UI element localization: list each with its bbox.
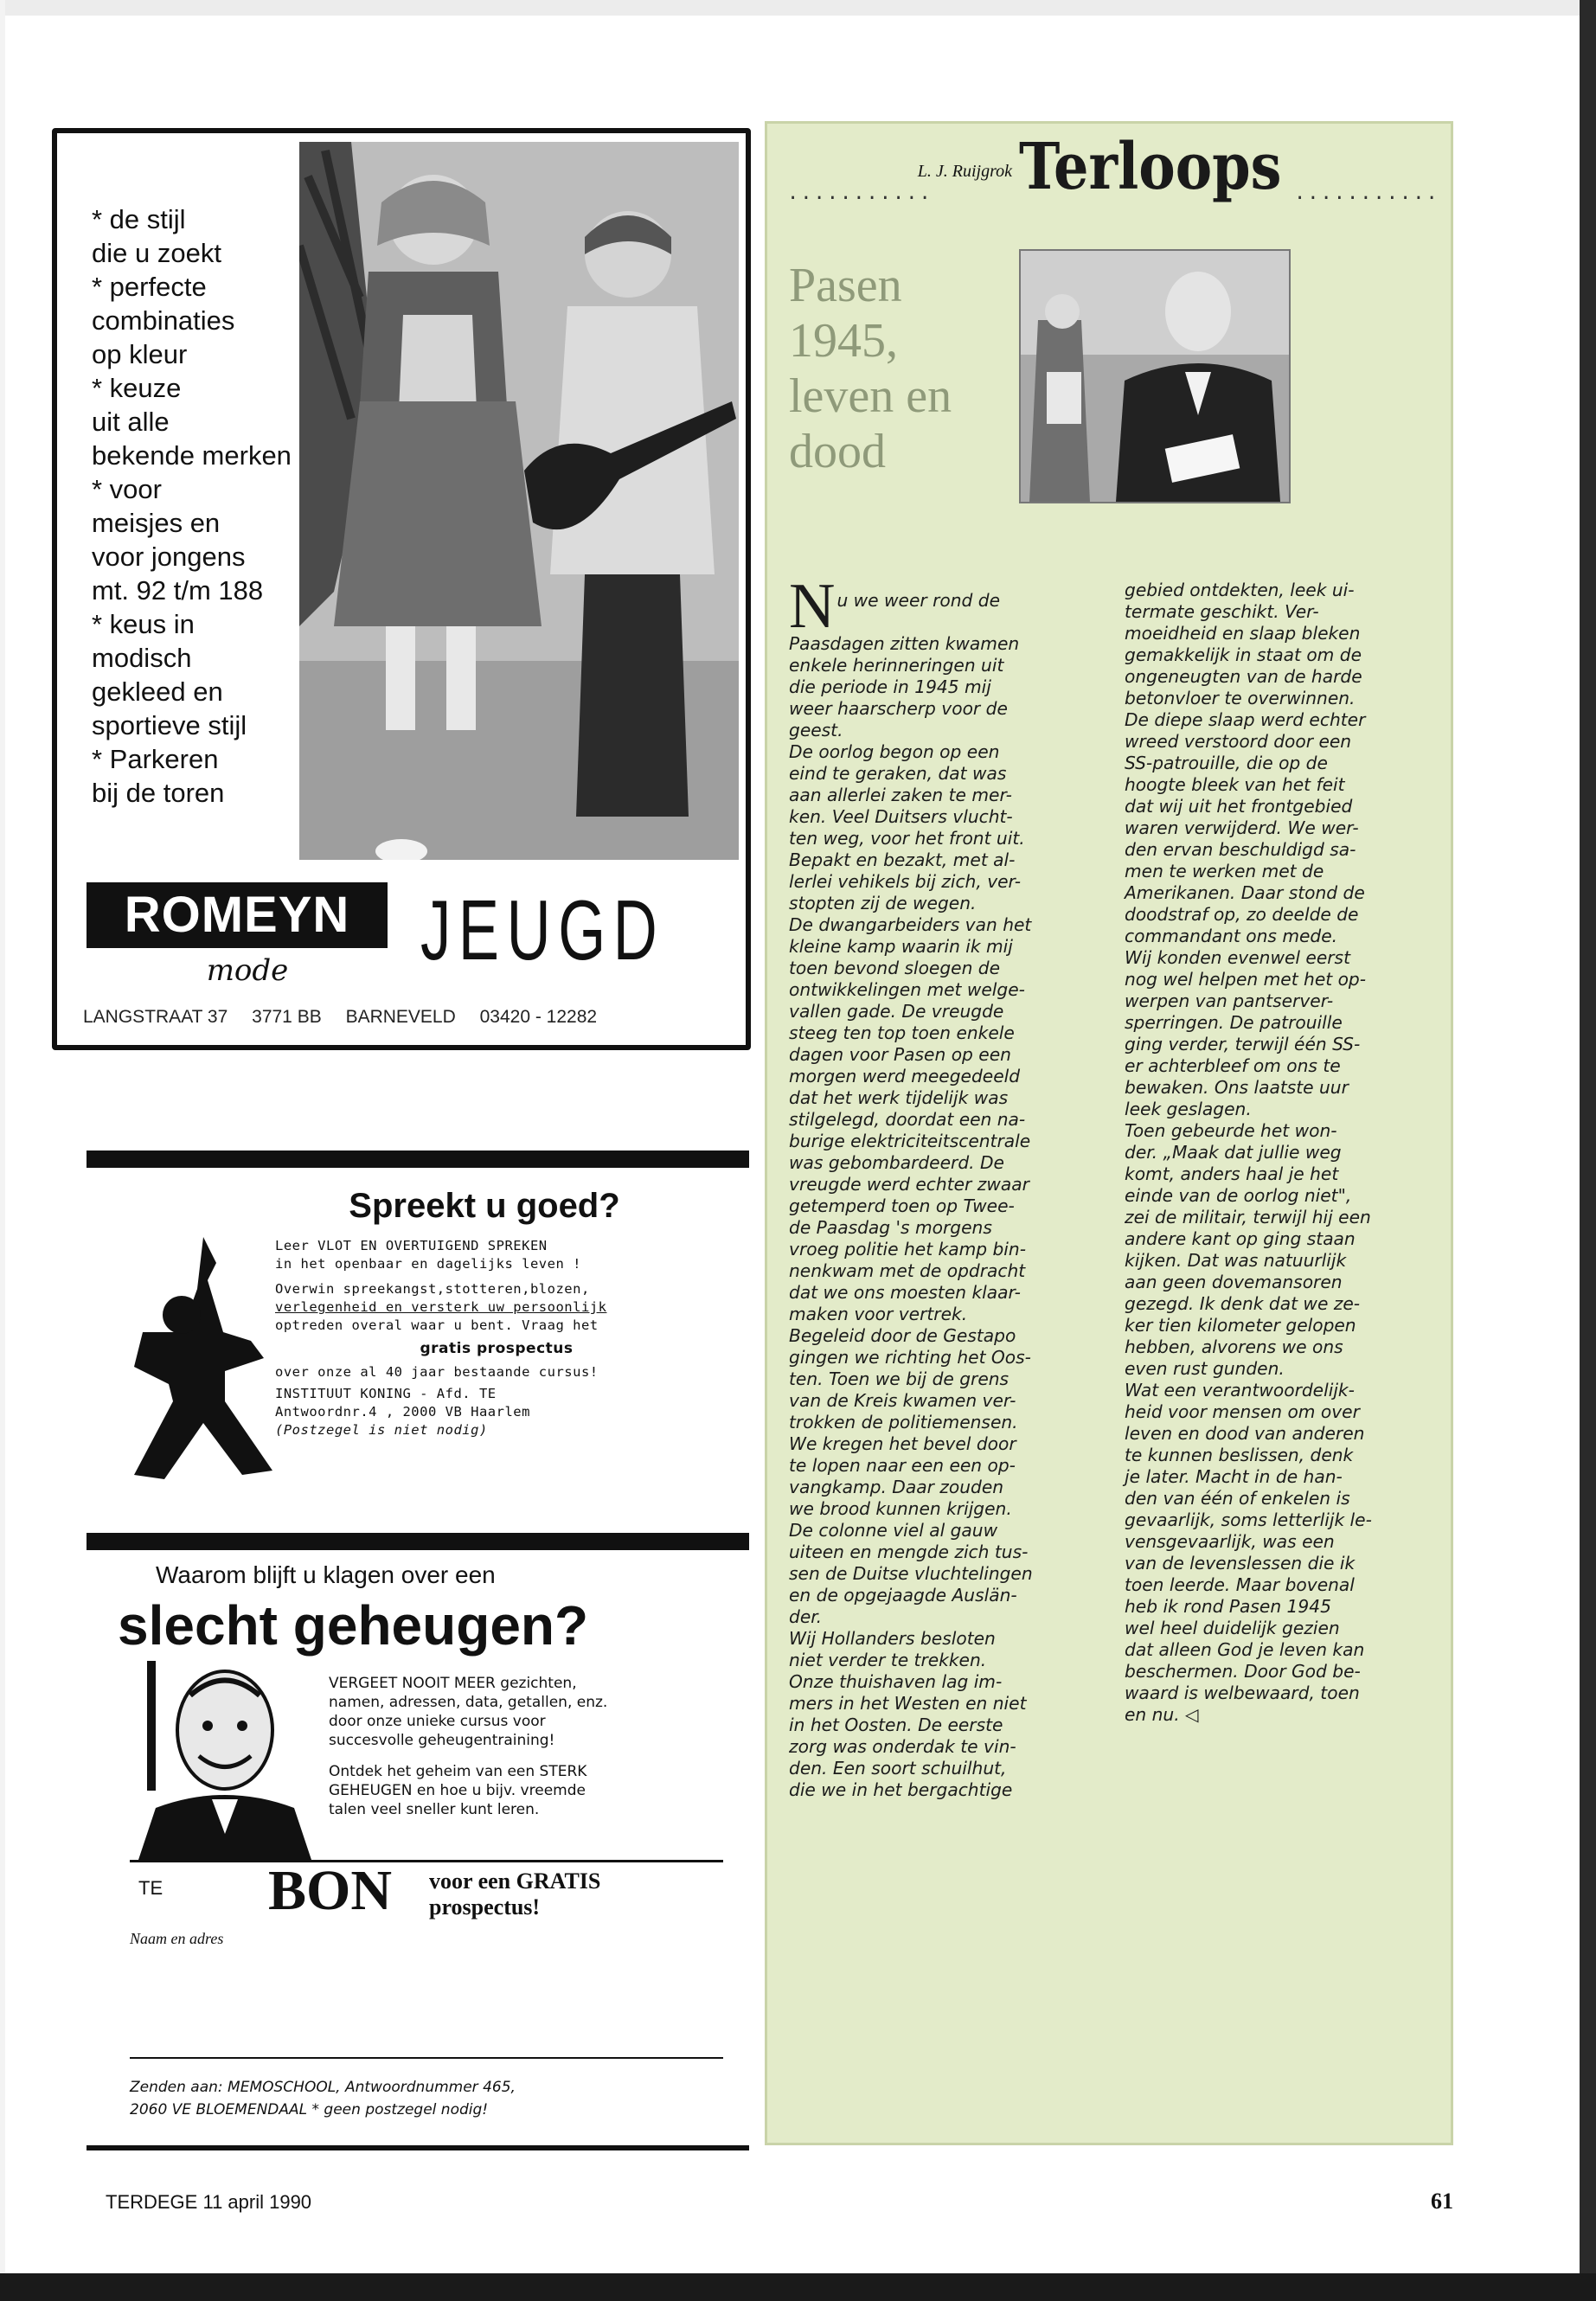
article-line: werpen van pantserver-: [1125, 990, 1334, 1011]
article-line: Wij Hollanders besloten: [789, 1628, 996, 1649]
geheugen-line: Ontdek het geheim van een STERK: [329, 1763, 587, 1780]
article-line: dat wij uit het frontgebied: [1125, 796, 1353, 817]
blurb-line: bekende merken: [92, 440, 292, 471]
blurb-line: mt. 92 t/m 188: [92, 575, 264, 606]
coupon-te-code: TE: [138, 1877, 163, 1899]
article-line: en nu. ◁: [1125, 1704, 1199, 1725]
article-line: de Paasdag 's morgens: [789, 1217, 992, 1238]
ad-photo-illustration: [299, 142, 739, 860]
geheugen-line: door onze unieke cursus voor: [329, 1713, 546, 1730]
geheugen-line: namen, adressen, data, getallen, enz.: [329, 1694, 608, 1711]
spreek-line: Antwoordnr.4 , 2000 VB Haarlem: [275, 1404, 530, 1420]
brand-jeugd: JEUGD: [420, 882, 665, 977]
article-line: hebben, alvorens we ons: [1125, 1336, 1343, 1357]
article-line: gebied ontdekten, leek ui-: [1125, 580, 1355, 600]
portrait-man-illustration: [130, 1661, 311, 1860]
page-number: 61: [1431, 2189, 1453, 2214]
ad-divider-top: [87, 1150, 749, 1168]
article-line: betonvloer te overwinnen.: [1125, 688, 1356, 708]
spreek-ad-title: Spreekt u goed?: [349, 1187, 620, 1225]
blurb-line: voor jongens: [92, 542, 246, 572]
article-line: ging verder, terwijl één SS-: [1125, 1034, 1361, 1054]
article-line: vensgevaarlijk, was een: [1125, 1531, 1335, 1552]
speaker-silhouette-icon: [121, 1228, 277, 1488]
article-line: ker tien kilometer gelopen: [1125, 1315, 1356, 1336]
spreek-line: Leer VLOT EN OVERTUIGEND SPREKEN: [275, 1238, 548, 1253]
geheugen-line: talen veel sneller kunt leren.: [329, 1801, 540, 1818]
article-title-line: dood: [789, 425, 886, 478]
blurb-line: uit alle: [92, 407, 170, 437]
article-line: u we weer rond de: [836, 590, 1000, 611]
article-byline: L. J. Ruijgrok: [917, 162, 1012, 181]
article-line: gezegd. Ik denk dat we ze-: [1125, 1293, 1361, 1314]
article-line: gemakkelijk in staat om de: [1125, 644, 1362, 665]
coupon-name-address-label: Naam en adres: [130, 1930, 224, 1947]
article-line: weer haarscherp voor de: [789, 698, 1008, 719]
coupon-send-line: Zenden aan: MEMOSCHOOL, Antwoordnummer 465,: [130, 2079, 516, 2096]
brand-name: ROMEYN: [124, 887, 350, 943]
ad-blurb: [92, 202, 351, 810]
article-line: waren verwijderd. We wer-: [1125, 817, 1359, 838]
coupon-send-line: 2060 VE BLOEMENDAAL * geen postzegel nodig!: [130, 2101, 489, 2118]
address-postcode: 3771 BB: [252, 1007, 322, 1027]
article-line: burige elektriciteitscentrale: [789, 1131, 1031, 1151]
coupon-bon-subtitle: [429, 1868, 706, 1920]
blurb-line: op kleur: [92, 339, 188, 369]
article-line: komt, anders haal je het: [1125, 1163, 1339, 1184]
article-line: dat alleen God je leven kan: [1125, 1639, 1365, 1660]
article-line: moeidheid en slaap bleken: [1125, 623, 1361, 644]
article-line: De colonne viel al gauw: [789, 1520, 998, 1541]
article-line: commandant ons mede.: [1125, 926, 1338, 946]
spreek-ad-body: [275, 1237, 718, 1439]
article-line: Paasdagen zitten kwamen: [789, 633, 1020, 654]
article-line: kijken. Dat was natuurlijk: [1125, 1250, 1347, 1271]
blurb-line: die u zoekt: [92, 238, 221, 268]
article-line: wreed verstoord door een: [1125, 731, 1352, 752]
blurb-line: * keus in: [92, 609, 195, 639]
article-line: dat we ons moesten klaar-: [789, 1282, 1021, 1303]
article-line: eind te geraken, dat was: [789, 763, 1007, 784]
geheugen-ad-body: [329, 1674, 718, 1819]
article-line: heb ik rond Pasen 1945: [1125, 1596, 1331, 1617]
article-line: aan geen dovemansoren: [1125, 1272, 1343, 1292]
article-line: stilgelegd, doordat een na-: [789, 1109, 1026, 1130]
footer-publication: TERDEGE 11 april 1990: [106, 2191, 312, 2213]
article-line: gevaarlijk, soms letterlijk le-: [1125, 1509, 1372, 1530]
article-line: leven en dood van anderen: [1125, 1423, 1365, 1444]
article-line: kleine kamp waarin ik mij: [789, 936, 1013, 957]
article-title: [789, 258, 1005, 479]
article-line: beschermen. Door God be-: [1125, 1661, 1361, 1682]
blurb-line: sportieve stijl: [92, 710, 247, 740]
coupon-send-to: [130, 2076, 735, 2121]
article-line: vreugde werd echter zwaar: [789, 1174, 1029, 1195]
article-line: die periode in 1945 mij: [789, 676, 991, 697]
author-photo: [1019, 249, 1291, 503]
series-title: Terloops: [1019, 130, 1282, 204]
series-leader-dots-right: ...........: [1294, 183, 1439, 204]
article-line: ontwikkelingen met welge-: [789, 979, 1025, 1000]
article-line: Bepakt en bezakt, met al-: [789, 849, 1016, 870]
article-line: ongeneugten van de harde: [1125, 666, 1362, 687]
spreek-line: INSTITUUT KONING - Afd. TE: [275, 1386, 497, 1401]
article-line: vallen gade. De vreugde: [789, 1001, 1004, 1022]
article-line: der. „Maak dat jullie weg: [1125, 1142, 1342, 1163]
coupon-cut-line: [130, 2057, 723, 2059]
blurb-line: * Parkeren: [92, 744, 219, 774]
article-line: en de opgejaagde Auslän-: [789, 1585, 1017, 1606]
article-line: steeg ten top toen enkele: [789, 1022, 1015, 1043]
article-line: niet verder te trekken.: [789, 1650, 987, 1670]
article-line: even rust gunden.: [1125, 1358, 1285, 1379]
article-line: in het Oosten. De eerste: [789, 1715, 1003, 1735]
article-line: geest.: [789, 720, 843, 740]
article-line: sen de Duitse vluchtelingen: [789, 1563, 1033, 1584]
series-leader-dots-left: ...........: [787, 183, 933, 204]
coupon-bon-line: voor een GRATIS: [429, 1868, 601, 1894]
article-line: ken. Veel Duitsers vlucht-: [789, 806, 1013, 827]
geheugen-line: VERGEET NOOIT MEER gezichten,: [329, 1675, 577, 1692]
article-line: bewaken. Ons laatste uur: [1125, 1077, 1349, 1098]
spreek-line: over onze al 40 jaar bestaande cursus!: [275, 1364, 599, 1380]
blurb-line: meisjes en: [92, 508, 221, 538]
article-line: hoogte bleek van het feit: [1125, 774, 1345, 795]
article-column-2: [1125, 580, 1436, 1726]
address-city: BARNEVELD: [345, 1007, 456, 1027]
blurb-line: * voor: [92, 474, 162, 504]
article-line: SS-patrouille, die op de: [1125, 753, 1328, 773]
article-line: getemperd toen op Twee-: [789, 1195, 1015, 1216]
geheugen-line: succesvolle geheugentraining!: [329, 1732, 555, 1749]
page-edge-right: [1580, 0, 1596, 2301]
article-line: We kregen het bevel door: [789, 1433, 1016, 1454]
article-line: De diepe slaap werd echter: [1125, 709, 1366, 730]
article-line: einde van de oorlog niet",: [1125, 1185, 1352, 1206]
ad-divider-bottom: [87, 2145, 749, 2150]
blurb-line: gekleed en: [92, 676, 223, 707]
article-line: leek geslagen.: [1125, 1099, 1252, 1119]
article-line: wel heel duidelijk gezien: [1125, 1618, 1340, 1638]
article-line: Toen gebeurde het won-: [1125, 1120, 1337, 1141]
author-photo-illustration: [1021, 251, 1289, 502]
article-line: den. Een soort schuilhut,: [789, 1758, 1007, 1779]
blurb-line: * perfecte: [92, 272, 207, 302]
ad-divider-middle: [87, 1533, 749, 1550]
article-line: termate geschikt. Ver-: [1125, 601, 1319, 622]
article-line: De dwangarbeiders van het: [789, 914, 1032, 935]
article-title-line: Pasen: [789, 259, 902, 312]
article-line: den ervan beschuldigd sa-: [1125, 839, 1356, 860]
article-line: mers in het Westen en niet: [789, 1693, 1027, 1714]
store-address: [83, 1005, 740, 1029]
article-line: zorg was onderdak te vin-: [789, 1736, 1016, 1757]
article-line: der.: [789, 1606, 823, 1627]
article-opening: [789, 571, 1100, 642]
article-line: Amerikanen. Daar stond de: [1125, 882, 1365, 903]
article-line: toen bevond sloegen de: [789, 958, 1001, 978]
article-line: Onze thuishaven lag im-: [789, 1671, 1003, 1692]
article-line: andere kant op ging staan: [1125, 1228, 1356, 1249]
article-line: De oorlog begon op een: [789, 741, 1000, 762]
article-line: te lopen naar een een op-: [789, 1455, 1016, 1476]
article-line: die we in het bergachtige: [789, 1779, 1013, 1800]
article-line: Wij konden evenwel eerst: [1125, 947, 1350, 968]
article-line: ten. Toen we bij de grens: [789, 1368, 1010, 1389]
article-column-1: [789, 571, 1100, 1801]
blurb-line: * keuze: [92, 373, 182, 403]
coupon-bon-line: prospectus!: [429, 1894, 541, 1920]
romeyn-advertisement: [52, 128, 751, 1050]
article-line: den van één of enkelen is: [1125, 1488, 1350, 1509]
article-line: men te werken met de: [1125, 861, 1324, 881]
article-line: toen leerde. Maar bovenal: [1125, 1574, 1355, 1595]
spreek-note: (Postzegel is niet nodig): [275, 1422, 488, 1438]
article-line: zei de militair, terwijl hij een: [1125, 1207, 1371, 1227]
ad-photo-children: [299, 142, 739, 860]
article-line: was gebombardeerd. De: [789, 1152, 1004, 1173]
article-line: je later. Macht in de han-: [1125, 1466, 1343, 1487]
page-edge-bottom: [0, 2273, 1596, 2301]
article-line: ten weg, voor het front uit.: [789, 828, 1025, 849]
article-line: enkele herinneringen uit: [789, 655, 1004, 676]
article-line: er achterbleef om ons te: [1125, 1055, 1341, 1076]
address-phone: 03420 - 12282: [479, 1007, 598, 1027]
address-street: LANGSTRAAT 37: [83, 1007, 228, 1027]
article-line: van de Kreis kwamen ver-: [789, 1390, 1016, 1411]
coupon-rule: [130, 1860, 723, 1862]
article-dropcap: N: [789, 571, 836, 642]
article-line: vangkamp. Daar zouden: [789, 1477, 1004, 1497]
blurb-line: combinaties: [92, 305, 235, 336]
article-line: Begeleid door de Gestapo: [789, 1325, 1016, 1346]
page-edge-top: [0, 0, 1596, 16]
spreek-line: optreden overal waar u bent. Vraag het: [275, 1317, 599, 1333]
geheugen-ad-title: slecht geheugen?: [118, 1594, 589, 1657]
article-line: morgen werd meegedeeld: [789, 1066, 1021, 1086]
article-line: waard is welbewaard, toen: [1125, 1682, 1360, 1703]
spreek-prospectus: gratis prospectus: [420, 1340, 574, 1357]
article-line: sperringen. De patrouille: [1125, 1012, 1343, 1033]
spreek-line: verlegenheid en versterk uw persoonlijk: [275, 1299, 607, 1315]
article-line: gingen we richting het Oos-: [789, 1347, 1031, 1368]
article-line: Wat een verantwoordelijk-: [1125, 1380, 1355, 1400]
article-line: we brood kunnen krijgen.: [789, 1498, 1012, 1519]
article-line: heid voor mensen om over: [1125, 1401, 1360, 1422]
spreek-line: in het openbaar en dagelijks leven !: [275, 1256, 581, 1272]
article-line: te kunnen beslissen, denk: [1125, 1445, 1354, 1465]
article-line: maken voor vertrek.: [789, 1304, 968, 1324]
article-line: nog wel helpen met het op-: [1125, 969, 1367, 990]
article-line: uiteen en mengde zich tus-: [789, 1541, 1029, 1562]
brand-script-mode: mode: [206, 953, 289, 988]
article-line: dagen voor Pasen op een: [789, 1044, 1011, 1065]
article-line: van de levenslessen die ik: [1125, 1553, 1356, 1574]
geheugen-ad-kicker: Waarom blijft u klagen over een: [156, 1561, 496, 1588]
geheugen-line: GEHEUGEN en hoe u bijv. vreemde: [329, 1782, 586, 1799]
coupon-bon: BON: [268, 1859, 393, 1922]
page-edge-left: [0, 0, 5, 2301]
article-line: aan allerlei zaken te mer-: [789, 785, 1012, 805]
article-line: doodstraf op, zo deelde de: [1125, 904, 1359, 925]
article-line: dat het werk tijdelijk was: [789, 1087, 1009, 1108]
article-line: nenkwam met de opdracht: [789, 1260, 1026, 1281]
spreek-line: Overwin spreekangst,stotteren,blozen,: [275, 1281, 590, 1297]
article-title-line: 1945,: [789, 314, 898, 368]
article-line: lerlei vehikels bij zich, ver-: [789, 871, 1022, 892]
article-line: trokken de politiemensen.: [789, 1412, 1018, 1433]
blurb-line: modisch: [92, 643, 192, 673]
blurb-line: * de stijl: [92, 204, 186, 234]
blurb-line: bij de toren: [92, 778, 225, 808]
article-line: vroeg politie het kamp bin-: [789, 1239, 1026, 1259]
article-title-line: leven en: [789, 369, 952, 423]
article-line: stopten zij de wegen.: [789, 893, 977, 913]
